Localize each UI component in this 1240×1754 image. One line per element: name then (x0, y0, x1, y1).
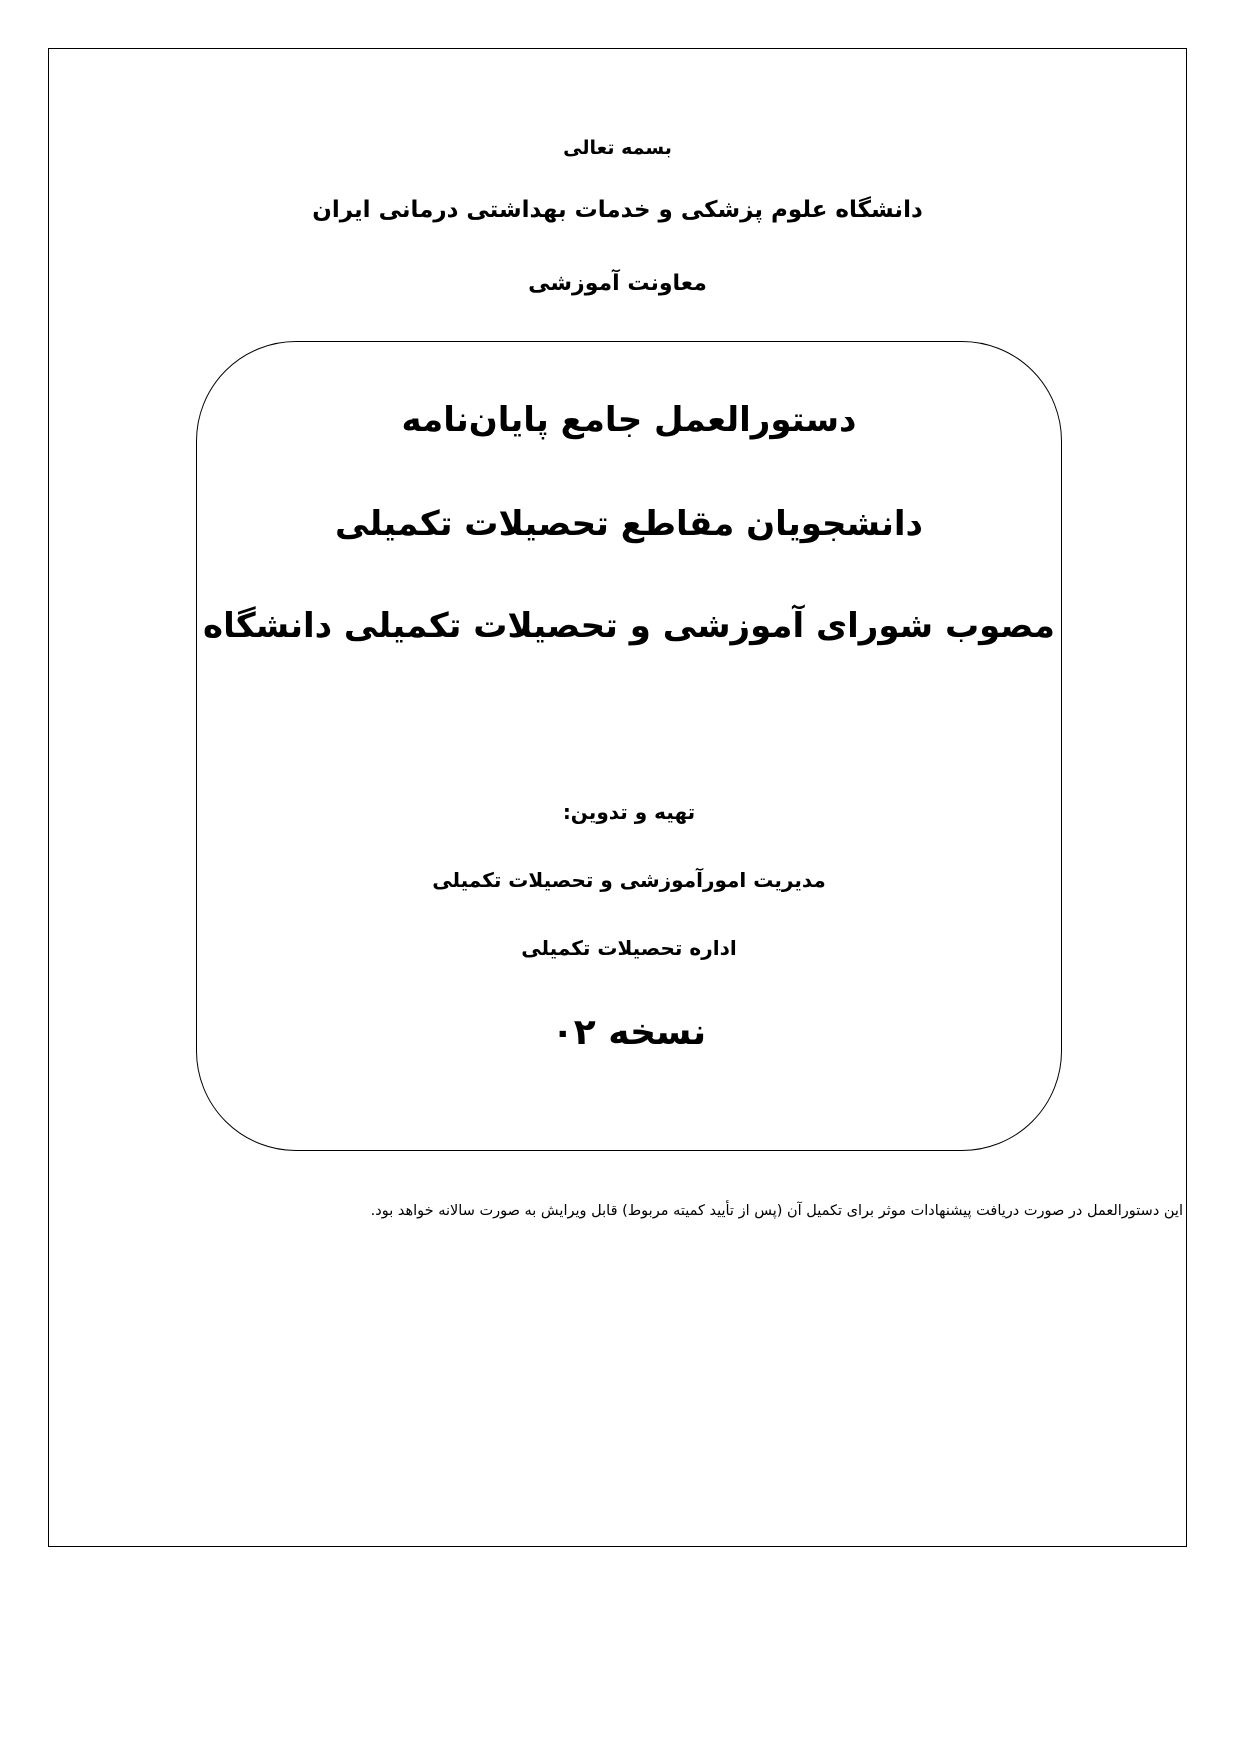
document-title-line-3: مصوب شورای آموزشی و تحصیلات تکمیلی دانشگاه (203, 606, 1055, 646)
version-label: نسخه ۰۲ (551, 1012, 707, 1053)
revision-footnote: این دستورالعمل در صورت دریافت پیشنهادات موثر برای تکمیل آن (پس از تأیید کمیته مربوط) قابل ویرایش به صورت سالانه خواهد بود. (370, 1203, 1183, 1219)
basmala-heading: بسمه تعالی (563, 137, 672, 159)
document-title-line-2: دانشجویان مقاطع تحصیلات تکمیلی (334, 504, 923, 544)
page-border (48, 48, 1187, 1547)
document-title-line-1: دستورالعمل جامع پایان‌نامه (401, 400, 857, 440)
university-name: دانشگاه علوم پزشکی و خدمات بهداشتی درمانی ایران (312, 197, 923, 223)
department-name-1: مدیریت امورآموزشی و تحصیلات تکمیلی (432, 868, 826, 892)
department-name-2: اداره تحصیلات تکمیلی (521, 936, 737, 960)
title-box (196, 341, 1062, 1151)
prepared-by-label: تهیه و تدوین: (562, 800, 696, 824)
deputy-name: معاونت آموزشی (528, 271, 707, 296)
